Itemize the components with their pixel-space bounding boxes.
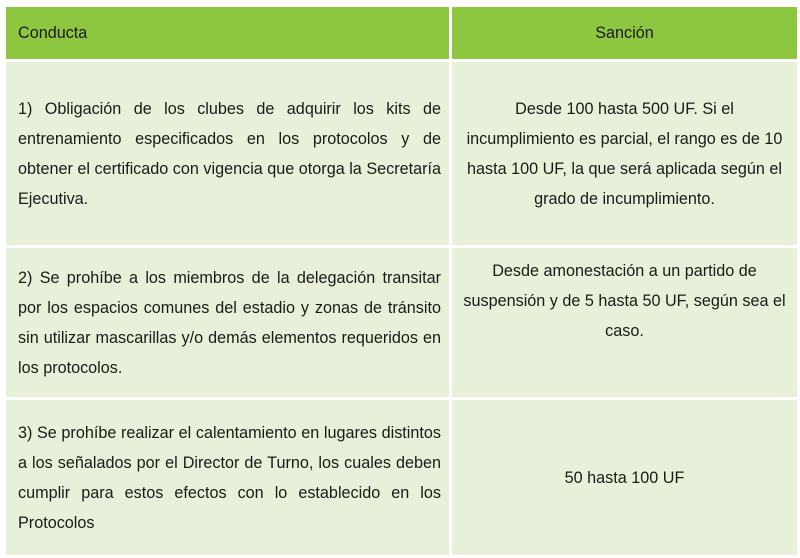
table-header-row bbox=[6, 7, 797, 62]
sanctions-table bbox=[6, 7, 797, 555]
sancion-cell: Desde 100 hasta 500 UF. Si el incumplimiento es parcial, el rango es de 10 hasta 100 UF, la que será aplicada según el grado de incumplimiento. bbox=[452, 62, 797, 248]
table-row bbox=[6, 62, 797, 248]
table-row bbox=[6, 248, 797, 400]
conducta-cell: 2) Se prohíbe a los miembros de la delegación transitar por los espacios comunes del estadio y zonas de tránsito sin utilizar mascarillas y/o demás elementos requeridos en los protocolos. bbox=[6, 248, 452, 400]
conducta-cell: 1) Obligación de los clubes de adquirir los kits de entrenamiento especificados en los protocolos y de obtener el certificado con vigencia que otorga la Secretaría Ejecutiva. bbox=[6, 62, 452, 248]
header-sancion: Sanción bbox=[452, 7, 797, 62]
header-conducta: Conducta bbox=[6, 7, 452, 62]
table-row bbox=[6, 400, 797, 555]
sancion-cell: 50 hasta 100 UF bbox=[452, 400, 797, 555]
sancion-cell: Desde amonestación a un partido de suspensión y de 5 hasta 50 UF, según sea el caso. bbox=[452, 248, 797, 400]
conducta-cell: 3) Se prohíbe realizar el calentamiento en lugares distintos a los señalados por el Director de Turno, los cuales deben cumplir para estos efectos con lo establecido en los Protocolos bbox=[6, 400, 452, 555]
